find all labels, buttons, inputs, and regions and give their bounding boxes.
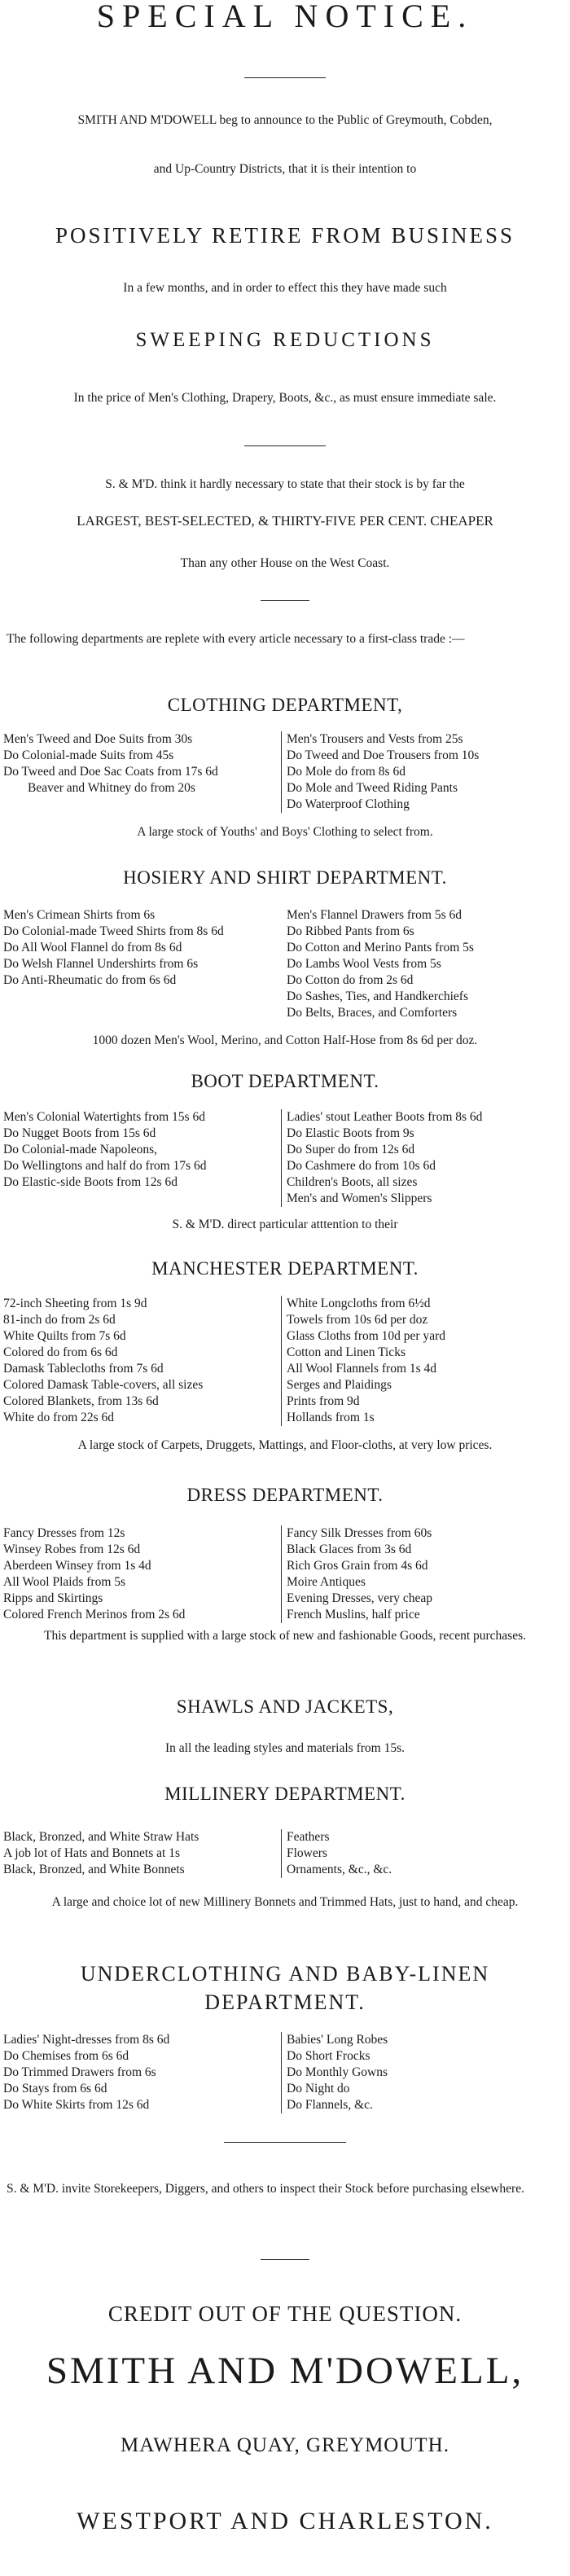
list-item: Evening Dresses, very cheap: [287, 1591, 433, 1605]
list-item: Ornaments, &c., &c.: [287, 1863, 392, 1876]
list-item: Hollands from 1s: [287, 1411, 375, 1424]
list-item: Colored Damask Table-covers, all sizes: [3, 1378, 204, 1392]
firm-name: SMITH AND M'DOWELL,: [46, 2350, 524, 2392]
dress-note: This department is supplied with a large stock of new and fashionable Goods, recent purchases.: [44, 1629, 526, 1643]
list-item: Do Belts, Braces, and Comforters: [287, 1006, 458, 1020]
list-item: Beaver and Whitney do from 20s: [28, 781, 195, 795]
list-item: Do All Wool Flannel do from 8s 6d: [3, 941, 182, 954]
dress-right-list: [281, 1525, 567, 1623]
shawls-note: In all the leading styles and materials from 15s.: [165, 1741, 405, 1755]
list-item: Do Mole do from 8s 6d: [287, 765, 406, 779]
list-item: Feathers: [287, 1830, 330, 1844]
millinery-right-list: [281, 1829, 567, 1878]
stock-line-2: LARGEST, BEST-SELECTED, & THIRTY-FIVE PER CENT. CHEAPER: [77, 513, 493, 529]
list-item: Rich Gros Grain from 4s 6d: [287, 1559, 428, 1573]
list-item: Do Lambs Wool Vests from 5s: [287, 957, 441, 971]
list-item: Men's and Women's Slippers: [287, 1191, 432, 1205]
list-item: French Muslins, half price: [287, 1608, 420, 1622]
stock-line-3: Than any other House on the West Coast.: [180, 556, 390, 570]
list-item: Black, Bronzed, and White Bonnets: [3, 1863, 185, 1876]
list-item: Do Elastic Boots from 9s: [287, 1126, 414, 1140]
intro-line-1: SMITH AND M'DOWELL beg to announce to the Public of Greymouth, Cobden,: [77, 113, 493, 127]
list-item: Do Waterproof Clothing: [287, 797, 410, 811]
list-item: 81-inch do from 2s 6d: [3, 1313, 116, 1327]
list-item: Do Ribbed Pants from 6s: [287, 924, 414, 938]
millinery-note: A large and choice lot of new Millinery Bonnets and Trimmed Hats, just to hand, and cheap.: [51, 1895, 519, 1909]
clothing-left-list: [3, 731, 276, 796]
list-item: Serges and Plaidings: [287, 1378, 392, 1392]
list-item: Do Wellingtons and half do from 17s 6d: [3, 1159, 207, 1173]
boot-left-list: [3, 1109, 276, 1191]
stock-line-1: S. & M'D. think it hardly necessary to state that their stock is by far the: [105, 477, 465, 491]
list-item: Towels from 10s 6d per doz: [287, 1313, 428, 1327]
list-item: Colored do from 6s 6d: [3, 1345, 118, 1359]
sweeping-heading: SWEEPING REDUCTIONS: [135, 329, 435, 351]
list-item: Do Colonial-made Tweed Shirts from 8s 6d: [3, 924, 224, 938]
list-item: Men's Colonial Watertights from 15s 6d: [3, 1110, 205, 1124]
clothing-heading: CLOTHING DEPARTMENT,: [167, 695, 403, 715]
list-item: Aberdeen Winsey from 1s 4d: [3, 1559, 151, 1573]
boot-note: S. & M'D. direct particular atttention to their: [172, 1218, 398, 1231]
list-item: Do Tweed and Doe Trousers from 10s: [287, 748, 480, 762]
list-item: White Longcloths from 6½d: [287, 1297, 431, 1310]
manchester-right-list: [281, 1296, 567, 1426]
list-item: Flowers: [287, 1846, 327, 1860]
list-item: Do Cotton do from 2s 6d: [287, 973, 414, 987]
list-item: Children's Boots, all sizes: [287, 1175, 418, 1189]
list-item: Men's Flannel Drawers from 5s 6d: [287, 908, 463, 922]
list-item: Do Welsh Flannel Undershirts from 6s: [3, 957, 199, 971]
list-item: Do Elastic-side Boots from 12s 6d: [3, 1175, 178, 1189]
firm-address: MAWHERA QUAY, GREYMOUTH.: [121, 2434, 449, 2456]
list-item: Moire Antiques: [287, 1575, 366, 1589]
list-item: Do Chemises from 6s 6d: [3, 2049, 129, 2063]
list-item: White Quilts from 7s 6d: [3, 1329, 126, 1343]
divider: [261, 600, 309, 601]
list-item: Do Mole and Tweed Riding Pants: [287, 781, 458, 795]
hosiery-right-list: [287, 907, 567, 1021]
list-item: Do White Skirts from 12s 6d: [3, 2098, 150, 2112]
hosiery-note: 1000 dozen Men's Wool, Merino, and Cotton Half-Hose from 8s 6d per doz.: [92, 1033, 478, 1047]
list-item: Black, Bronzed, and White Straw Hats: [3, 1830, 200, 1844]
underclothing-heading-2: DEPARTMENT.: [204, 1990, 366, 2014]
divider: [244, 445, 326, 446]
manchester-note: A large stock of Carpets, Druggets, Mattings, and Floor-cloths, at very low prices.: [77, 1438, 493, 1452]
divider: [244, 77, 326, 78]
clothing-note: A large stock of Youths' and Boys' Clothing to select from.: [137, 825, 433, 839]
list-item: Do Trimmed Drawers from 6s: [3, 2065, 156, 2079]
list-item: Do Monthly Gowns: [287, 2065, 388, 2079]
list-item: Ripps and Skirtings: [3, 1591, 103, 1605]
list-item: Do Flannels, &c.: [287, 2098, 373, 2112]
list-item: Glass Cloths from 10d per yard: [287, 1329, 446, 1343]
boot-heading: BOOT DEPARTMENT.: [191, 1071, 379, 1091]
list-item: Men's Crimean Shirts from 6s: [3, 908, 156, 922]
list-item: A job lot of Hats and Bonnets at 1s: [3, 1846, 180, 1860]
list-item: Do Colonial-made Suits from 45s: [3, 748, 174, 762]
list-item: Do Stays from 6s 6d: [3, 2082, 107, 2095]
shawls-heading: SHAWLS AND JACKETS,: [176, 1696, 394, 1717]
dress-left-list: [3, 1525, 276, 1623]
price-line: In the price of Men's Clothing, Drapery, Boots, &c., as must ensure immediate sale.: [73, 391, 497, 405]
invite-paragraph: S. & M'D. invite Storekeepers, Diggers, and others to inspect their Stock before purchasing elsewhere.: [7, 2182, 524, 2196]
list-item: White do from 22s 6d: [3, 1411, 115, 1424]
divider: [261, 2259, 309, 2260]
underclothing-left-list: [3, 2032, 276, 2113]
list-item: Prints from 9d: [287, 1394, 360, 1408]
boot-right-list: [281, 1109, 567, 1207]
list-item: Do Night do: [287, 2082, 350, 2095]
underclothing-heading: UNDERCLOTHING AND BABY-LINEN: [80, 1962, 490, 1986]
list-item: Black Glaces from 3s 6d: [287, 1543, 412, 1556]
list-item: Do Cotton and Merino Pants from 5s: [287, 941, 474, 954]
divider: [224, 2142, 346, 2143]
manchester-left-list: [3, 1296, 276, 1426]
list-item: Do Super do from 12s 6d: [287, 1143, 415, 1156]
list-item: Winsey Robes from 12s 6d: [3, 1543, 141, 1556]
hosiery-left-list: [3, 907, 276, 989]
list-item: Cotton and Linen Ticks: [287, 1345, 406, 1359]
notice-title: SPECIAL NOTICE.: [96, 0, 474, 34]
intro-line-2: and Up-Country Districts, that it is their intention to: [153, 162, 417, 176]
list-item: Do Cashmere do from 10s 6d: [287, 1159, 436, 1173]
credit-heading: CREDIT OUT OF THE QUESTION.: [107, 2302, 463, 2326]
list-item: Do Colonial-made Napoleons,: [3, 1143, 157, 1156]
list-item: Colored Blankets, from 13s 6d: [3, 1394, 159, 1408]
list-item: Ladies' stout Leather Boots from 8s 6d: [287, 1110, 483, 1124]
list-item: Damask Tablecloths from 7s 6d: [3, 1362, 164, 1376]
list-item: Do Sashes, Ties, and Handkerchiefs: [287, 990, 469, 1003]
clothing-right-list: [281, 731, 567, 813]
dress-heading: DRESS DEPARTMENT.: [186, 1485, 384, 1505]
underclothing-right-list: [281, 2032, 567, 2113]
list-item: 72-inch Sheeting from 1s 9d: [3, 1297, 147, 1310]
list-item: Do Anti-Rheumatic do from 6s 6d: [3, 973, 177, 987]
list-item: Do Short Frocks: [287, 2049, 370, 2063]
list-item: Do Tweed and Doe Sac Coats from 17s 6d: [3, 765, 218, 779]
list-item: Men's Trousers and Vests from 25s: [287, 732, 463, 746]
retire-heading: POSITIVELY RETIRE FROM BUSINESS: [55, 223, 515, 248]
list-item: Men's Tweed and Doe Suits from 30s: [3, 732, 193, 746]
list-item: All Wool Flannels from 1s 4d: [287, 1362, 437, 1376]
departments-intro: The following departments are replete with every article necessary to a first-class trade :—: [7, 632, 465, 646]
hosiery-heading: HOSIERY AND SHIRT DEPARTMENT.: [123, 867, 447, 888]
list-item: Colored French Merinos from 2s 6d: [3, 1608, 186, 1622]
millinery-heading: MILLINERY DEPARTMENT.: [164, 1784, 406, 1804]
list-item: All Wool Plaids from 5s: [3, 1575, 126, 1589]
list-item: Babies' Long Robes: [287, 2033, 388, 2047]
list-item: Fancy Silk Dresses from 60s: [287, 1526, 432, 1540]
list-item: Do Nugget Boots from 15s 6d: [3, 1126, 156, 1140]
millinery-left-list: [3, 1829, 276, 1878]
manchester-heading: MANCHESTER DEPARTMENT.: [151, 1258, 419, 1279]
branch-towns: WESTPORT AND CHARLESTON.: [77, 2508, 493, 2534]
list-item: Ladies' Night-dresses from 8s 6d: [3, 2033, 170, 2047]
list-item: Fancy Dresses from 12s: [3, 1526, 125, 1540]
retire-subline: In a few months, and in order to effect this they have made such: [123, 281, 447, 295]
